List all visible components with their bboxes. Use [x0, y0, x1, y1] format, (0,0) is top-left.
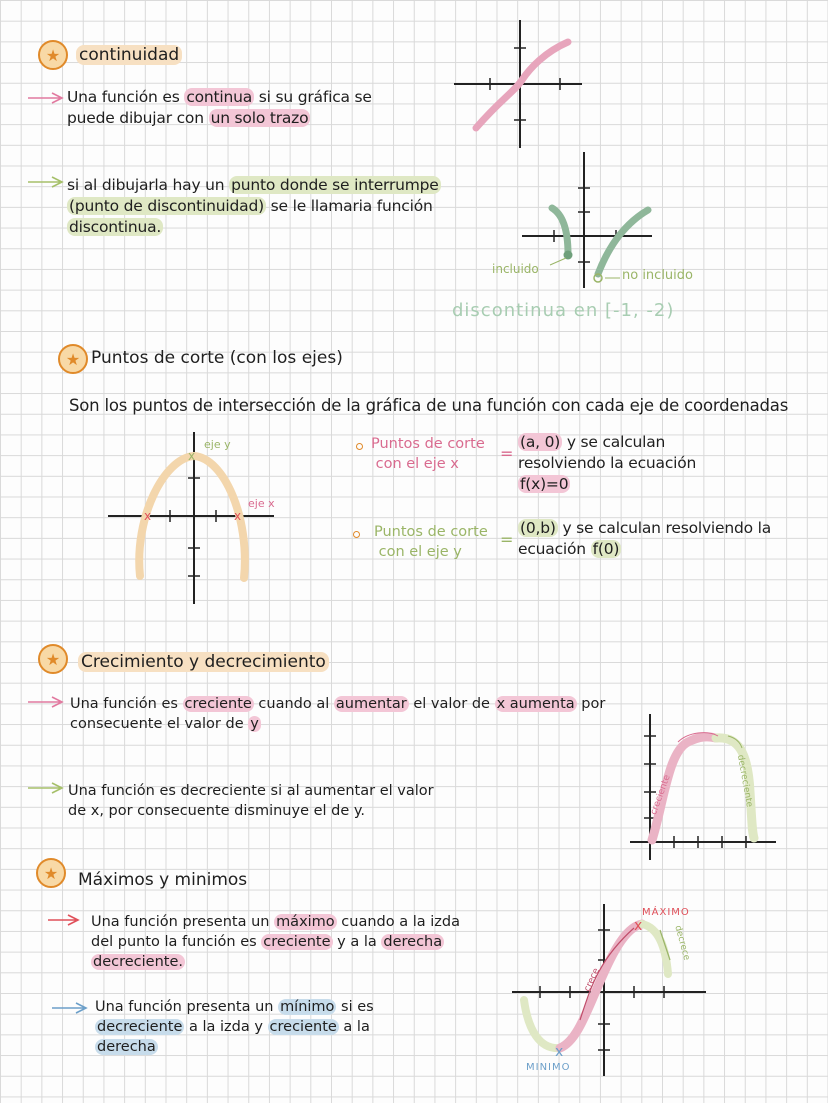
- section-title-continuidad: continuidad: [76, 45, 182, 65]
- continuidad-paragraph-2: si al dibujarla hay un punto donde se interrumpe (punto de discontinuidad) se le llamaria función discontinua.: [67, 176, 439, 236]
- label-crece: crece: [582, 966, 602, 994]
- corte-y-equals: =: [500, 530, 514, 549]
- star-icon: ★: [38, 644, 68, 674]
- corte-intro: Son los puntos de intersección de la gráfica de una función con cada eje de coordenadas: [69, 396, 789, 415]
- star-icon: ★: [38, 40, 68, 70]
- arrow-right-icon: [26, 176, 66, 188]
- crecimiento-paragraph-1: Una función es creciente cuando al aumentar el valor de x aumenta por consecuente el valor de y: [70, 696, 606, 732]
- arrow-right-icon: [26, 92, 66, 104]
- label-decreciente: decreciente: [734, 754, 755, 808]
- svg-text:x: x: [188, 449, 196, 463]
- corte-y-description: (0,b) y se calculan resolviendo la ecuación f(0): [518, 519, 772, 558]
- svg-text:x: x: [234, 509, 242, 523]
- svg-text:x: x: [555, 1044, 564, 1060]
- corte-y-label: Puntos de corte con el eje y: [374, 524, 488, 560]
- label-minimo: MINIMO: [526, 1062, 571, 1073]
- label-no-incluido: no incluido: [622, 268, 693, 283]
- label-decrece: decrece: [672, 924, 692, 962]
- parabola-graph: [104, 428, 294, 608]
- arrow-right-icon: [26, 696, 66, 708]
- corte-x-label: Puntos de corte con el eje x: [371, 436, 485, 472]
- section-title-corte: Puntos de corte (con los ejes): [91, 348, 343, 368]
- continuidad-paragraph-1: Una función es continua si su gráfica se puede dibujar con un solo trazo: [67, 88, 372, 127]
- star-icon: ★: [36, 858, 66, 888]
- continuous-function-graph: [450, 20, 600, 150]
- section-title-maximos: Máximos y minimos: [78, 870, 248, 890]
- svg-text:x: x: [144, 509, 152, 523]
- bullet-y: [353, 531, 360, 538]
- bullet-x: [356, 443, 363, 450]
- svg-text:x: x: [634, 918, 643, 934]
- label-eje-x: eje x: [248, 497, 275, 510]
- label-maximo: MÁXIMO: [642, 907, 690, 918]
- section-title-crecimiento: Crecimiento y decrecimiento: [78, 652, 329, 672]
- star-icon: ★: [58, 344, 88, 374]
- arrow-right-icon: [26, 782, 66, 794]
- corte-x-description: (a, 0) y se calculan resolviendo la ecuación f(x)=0: [518, 433, 697, 493]
- crecimiento-paragraph-2: Una función es decreciente si al aumentar el valor de x, por consecuente disminuye el de y.: [68, 783, 434, 819]
- growth-graph: [628, 712, 788, 862]
- label-incluido: incluido: [492, 262, 539, 276]
- corte-x-equals: =: [500, 444, 514, 463]
- label-eje-y: eje y: [204, 438, 231, 451]
- arrow-right-icon: [50, 1002, 90, 1014]
- arrow-right-icon: [46, 914, 86, 926]
- label-creciente: creciente: [649, 773, 673, 817]
- maximos-paragraph-1: Una función presenta un máximo cuando a la izda del punto la función es creciente y a la derecha decreciente.: [91, 914, 460, 970]
- label-discontinua: discontinua en [-1, -2): [452, 300, 675, 321]
- maximos-paragraph-2: Una función presenta un mínimo si es decreciente a la izda y creciente a la derecha: [95, 999, 374, 1055]
